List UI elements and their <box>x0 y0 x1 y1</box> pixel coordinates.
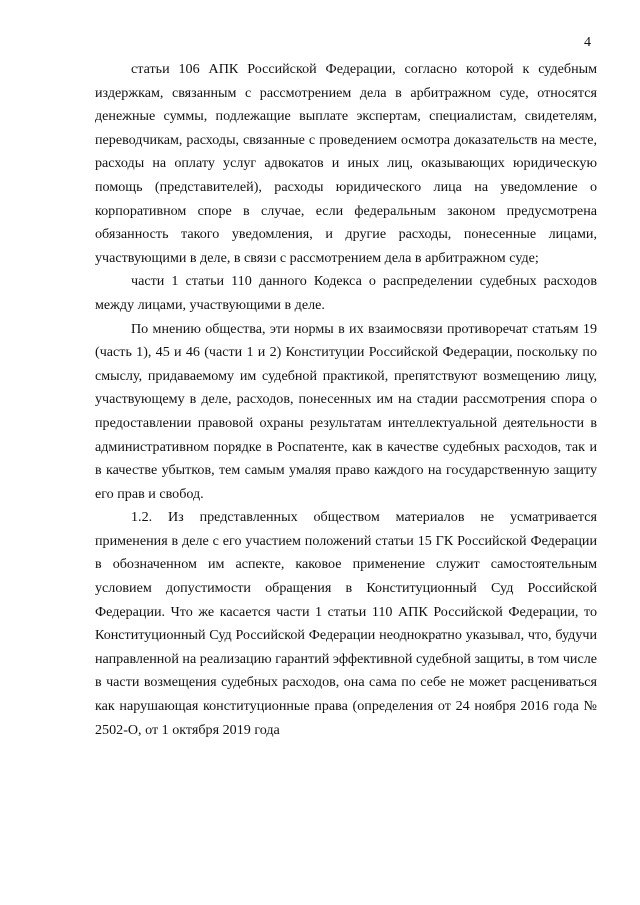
paragraph-article-110: части 1 статьи 110 данного Кодекса о распределении судебных расходов между лицами, участвующими в деле. <box>95 273 597 313</box>
page-number: 4 <box>584 35 591 50</box>
paragraph-company-opinion: По мнению общества, эти нормы в их взаимосвязи противоречат статьям 19 (часть 1), 45 и 46 (части 1 и 2) Конституции Российской Федерации, поскольку по смыслу, придаваемому им судебной практикой, препятствуют возмещению лицу, участвующему в деле, расходов, понесенных им на стадии рассмотрения спора о предоставлении правовой охраны результатам интеллектуальной деятельности в административном порядке в Роспатенте, как в качестве судебных расходов, так и в качестве убытков, тем самым умаляя право каждого на государственную защиту его прав и свобод. <box>95 320 597 502</box>
paragraph-section-1-2: 1.2. Из представленных обществом материалов не усматривается применения в деле с его участием положений статьи 15 ГК Российской Федерации в обозначенном им аспекте, каковое применение служит самостоятельным условием допустимости обращения в Конституционный Суд Российской Федерации. Что же касается части 1 статьи 110 АПК Российской Федерации, то Конституционный Суд Российской Федерации неоднократно указывал, что, будучи направленной на реализацию гарантий эффективной судебной защиты, в том числе в части возмещения судебных расходов, она сама по себе не может расцениваться как нарушающая конституционные права (определения от 24 ноября 2016 года № 2502-О, от 1 октября 2019 года <box>95 509 597 738</box>
body-text <box>95 58 597 742</box>
paragraph-continuation: статьи 106 АПК Российской Федерации, согласно которой к судебным издержкам, связанным с рассмотрением дела в арбитражном суде, относятся денежные суммы, подлежащие выплате экспертам, специалистам, свидетелям, переводчикам, расходы, связанные с проведением осмотра доказательств на месте, расходы на оплату услуг адвокатов и иных лиц, оказывающих юридическую помощь (представителей), расходы юридического лица на уведомление о корпоративном споре в случае, если федеральным законом предусмотрена обязанность такого уведомления, и другие расходы, понесенные лицами, участвующими в деле, в связи с рассмотрением дела в арбитражном суде; <box>95 61 597 266</box>
